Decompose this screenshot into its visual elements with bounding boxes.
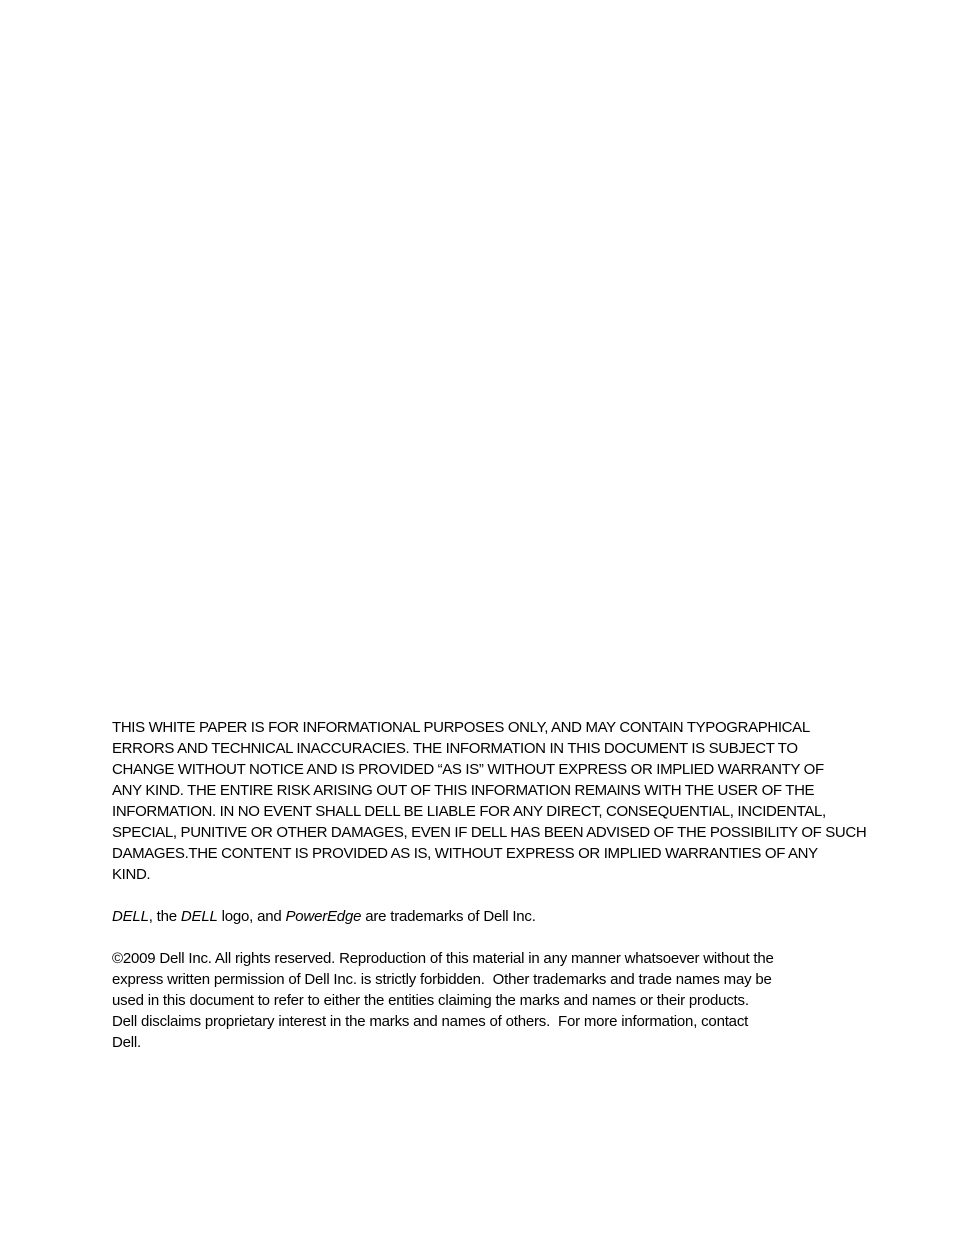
trademark-text: are trademarks of Dell Inc.: [361, 908, 536, 925]
disclaimer-line: INFORMATION. IN NO EVENT SHALL DELL BE LIABLE FOR ANY DIRECT, CONSEQUENTIAL, INCIDENTAL,: [112, 803, 826, 820]
trademark-text: logo, and: [217, 908, 286, 925]
legal-notice: [112, 717, 867, 1074]
copyright-line: Dell.: [112, 1034, 142, 1051]
disclaimer-line: DAMAGES.THE CONTENT IS PROVIDED AS IS, WITHOUT EXPRESS OR IMPLIED WARRANTIES OF ANY: [112, 845, 818, 862]
disclaimer-line: ANY KIND. THE ENTIRE RISK ARISING OUT OF THIS INFORMATION REMAINS WITH THE USER OF THE: [112, 782, 815, 799]
copyright-paragraph: [112, 948, 852, 1053]
copyright-line: Dell disclaims proprietary interest in the marks and names of others. For more information, contact: [112, 1013, 749, 1030]
trademark-line: [112, 906, 852, 927]
disclaimer-line: THIS WHITE PAPER IS FOR INFORMATIONAL PURPOSES ONLY, AND MAY CONTAIN TYPOGRAPHICAL: [112, 719, 810, 736]
trademark-text: , the: [148, 908, 181, 925]
disclaimer-line: CHANGE WITHOUT NOTICE AND IS PROVIDED “AS IS” WITHOUT EXPRESS OR IMPLIED WARRANTY OF: [112, 761, 824, 778]
copyright-line: used in this document to refer to either the entities claiming the marks and names or their products.: [112, 992, 749, 1009]
disclaimer-line: ERRORS AND TECHNICAL INACCURACIES. THE INFORMATION IN THIS DOCUMENT IS SUBJECT TO: [112, 740, 798, 757]
trademark-dell-logo: DELL: [180, 908, 218, 925]
trademark-poweredge: PowerEdge: [285, 908, 362, 925]
disclaimer-line: SPECIAL, PUNITIVE OR OTHER DAMAGES, EVEN IF DELL HAS BEEN ADVISED OF THE POSSIBILITY OF SUCH: [112, 824, 867, 841]
disclaimer-paragraph: [112, 717, 867, 885]
trademark-dell: DELL: [112, 908, 149, 925]
trademark-paragraph: [112, 906, 852, 927]
disclaimer-line: KIND.: [112, 866, 151, 883]
copyright-line: ©2009 Dell Inc. All rights reserved. Reproduction of this material in any manner whatsoever without the: [112, 950, 774, 967]
copyright-line: express written permission of Dell Inc. is strictly forbidden. Other trademarks and trade names may be: [112, 971, 772, 988]
